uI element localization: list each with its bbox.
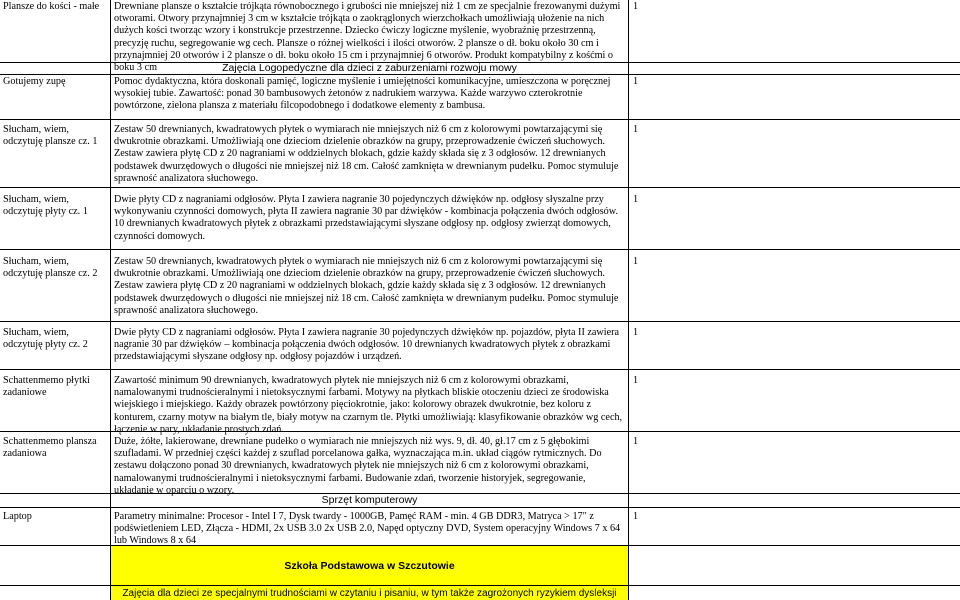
item-quantity: 1 (633, 375, 639, 386)
table-row (0, 188, 960, 250)
item-name: Słucham, wiem, odczytuję płyty cz. 1 (3, 194, 88, 218)
item-quantity: 1 (633, 511, 639, 522)
section-header-row (0, 63, 960, 75)
item-description: Parametry minimalne: Procesor - Intel I 7, Dysk twardy - 1000GB, Pamęć RAM - min. 4 GB DDR3, Matryca > 17" z podświetleniem LED, Złącza - HDMI, 2x USB 3.0 2x USB 2.0, Napęd optyczny DVD, System operacyjny Windows 7 x 64 lub Windows 8 x 64 (110, 508, 629, 545)
item-description: Pomoc dydaktyczna, która doskonali pamięć, logiczne myślenie i umiejętności komunikacyjne, umieszczona w poręcznej wysokiej tubie. Zawartość: ponad 30 bambusowych żetonów z nadrukiem warzywa. Każde warzywo czterokrotnie powtórzone, zielona plansza z materiału filcopodobnego i dodatkowe elementy z bambusa. (110, 75, 629, 119)
section-header: Sprzęt komputerowy (110, 494, 629, 507)
item-name: Schattenmemo plansza zadaniowa (3, 436, 97, 460)
table-row (0, 75, 960, 120)
school-row (0, 546, 960, 586)
school-row-right (629, 546, 960, 585)
table-row (0, 322, 960, 370)
footer-text: Zajęcia dla dzieci ze specjalnymi trudnościami w czytaniu i pisaniu, w tym także zagrożonych ryzykiem dysleksji (110, 586, 629, 600)
item-name: Słucham, wiem, odczytuję plansze cz. 2 (3, 256, 98, 280)
item-description: Dwie płyty CD z nagraniami odgłosów. Płyta I zawiera nagranie 30 pojedynczych dźwięków np. odgłosy słyszalne przy wykonywaniu czynności domowych, płyta II zawiera nagranie 30 par dźwięków - kombinacja połączenia dwóch odgłosów. 10 drewnianych kwadratowych płytek z obrazkami przedstawiającymi słyszane odgłosy np. odgłosy zwierząt domowych, czynności domowych. (110, 188, 629, 249)
item-description: Zawartość minimum 90 drewnianych, kwadratowych płytek nie mniejszych niż 6 cm z kolorowymi obrazkami, namalowanymi trudnościeralnymi i nietoksycznymi farbami. Motywy na płytkach bliskie otoczeniu dzieci ze środowiska wiejskiego i miejskiego. Każdy obrazek powtórzony pięciokrotnie, jako: kolorowy obrazek dwukrotnie, bez koloru z konturem, czarny motyw na białym tle, biały motyw na czarnym tle. Płytki umożliwiają: klasyfikowanie obrazków wg cech, łączenie w pary, układanie prostych zdań. (110, 370, 629, 431)
item-name: Słucham, wiem, odczytuję plansze cz. 1 (3, 124, 98, 148)
item-quantity: 1 (633, 256, 639, 267)
item-description: Duże, żółte, lakierowane, drewniane pudełko o wymiarach nie mniejszych niż wys. 9, dł. 40, gł.17 cm z 5 głębokimi szufladami. W przedniej części każdej z szuflad porcelanowa gałka, wyznaczająca m.in. układ ciągów rytmicznych. Do zestawu dołączono ponad 30 drewnianych, kwadratowych płytek nie mniejszych niż 6 cm z kolorowymi obrazkami, namalowanymi trudnościeralnymi i nietoksycznymi farbami. Budowanie zdań, tworzenie historyjek, segregowanie, układanie w oparciu o wzory. (110, 432, 629, 493)
table-row (0, 432, 960, 494)
item-quantity: 1 (633, 124, 639, 135)
item-quantity: 1 (633, 327, 639, 338)
item-description: Zestaw 50 drewnianych, kwadratowych płytek o wymiarach nie mniejszych niż 6 cm z kolorowymi powtarzającymi się dwukrotnie obrazkami. Umożliwiają one dzieciom dzielenie obrazków na grupy, przeprowadzenie ćwiczeń słuchowych. Zestaw zawiera płytę CD z 20 nagraniami w oddzielnych blokach, gdzie każdy składa się z 3 odgłosów. 12 drewnianych podstawek dwurzędowych o długości nie mniejszej niż 18 cm. Całość zamknięta w drewnianym pudełku. Pomoc stymuluje sprawność analizatora słuchowego. (110, 250, 629, 321)
school-row-left (0, 546, 110, 585)
table-row (0, 508, 960, 546)
item-name: Schattenmemo płytki zadaniowe (3, 375, 90, 399)
section-header-row (0, 494, 960, 508)
table-row (0, 250, 960, 322)
footer-row (0, 586, 960, 600)
school-name: Szkoła Podstawowa w Szczutowie (110, 546, 629, 585)
item-quantity: 1 (633, 1, 639, 12)
item-name: Plansze do kości - małe (3, 1, 100, 12)
item-quantity: 1 (633, 194, 639, 205)
item-name: Słucham, wiem, odczytuję płyty cz. 2 (3, 327, 88, 351)
item-description: Drewniane plansze o kształcie trójkąta równobocznego i grubości nie mniejszej niż 1 cm ze specjalnie frezowanymi dużymi otworami. Otwory przynajmniej 3 cm w kształcie trójkąta o zaokrąglonych wierzchołkach umożliwiają ułożenie na nich dużych kości tworząc wzory i konstrukcje przestrzenne. Dziecko ćwiczy logiczne myślenie, wyobraźnię przestrzenną, precyzję ruchu, segregowanie wg cech. Plansze o różnej wielkości i ilości otworów. 2 plansze o dł. boku około 30 cm i przynajmniej 20 otworów i 2 plansze o dł. boku około 15 cm i przynajmniej 6 otworów. Produkt kompatybilny z kośćmi o boku 3 cm (110, 0, 629, 62)
item-name: Gotujemy zupę (3, 76, 66, 87)
section-header: Zajęcia Logopedyczne dla dzieci z zaburzeniami rozwoju mowy (110, 63, 629, 74)
item-quantity: 1 (633, 436, 639, 447)
footer-row-right (629, 586, 960, 600)
item-name: Laptop (3, 511, 32, 522)
item-description: Dwie płyty CD z nagraniami odgłosów. Płyta I zawiera nagranie 30 pojedynczych dźwięków np. pojazdów, płyta II zawiera nagranie 30 par dźwięków – kombinacja połączenia dwóch odgłosów. 10 drewnianych kwadratowych płytek z obrazkami przedstawiającymi słyszane odgłosy np. odgłosy pojazdów i urządzeń. (110, 322, 629, 369)
item-description: Zestaw 50 drewnianych, kwadratowych płytek o wymiarach nie mniejszych niż 6 cm z kolorowymi powtarzającymi się dwukrotnie obrazkami. Umożliwiają one dzieciom dzielenie obrazków na grupy, przeprowadzenie ćwiczeń słuchowych. Zestaw zawiera płytę CD z 20 nagraniami w oddzielnych blokach, gdzie każdy składa się z 3 odgłosów. 12 drewnianych podstawek dwurzędowych o długości nie mniejszej niż 18 cm. Całość zamknięta w drewnianym pudełku. Pomoc stymuluje sprawność analizatora słuchowego. (110, 120, 629, 187)
footer-row-left (0, 586, 110, 600)
table-row (0, 370, 960, 435)
item-quantity: 1 (633, 76, 639, 87)
table-row (0, 120, 960, 188)
